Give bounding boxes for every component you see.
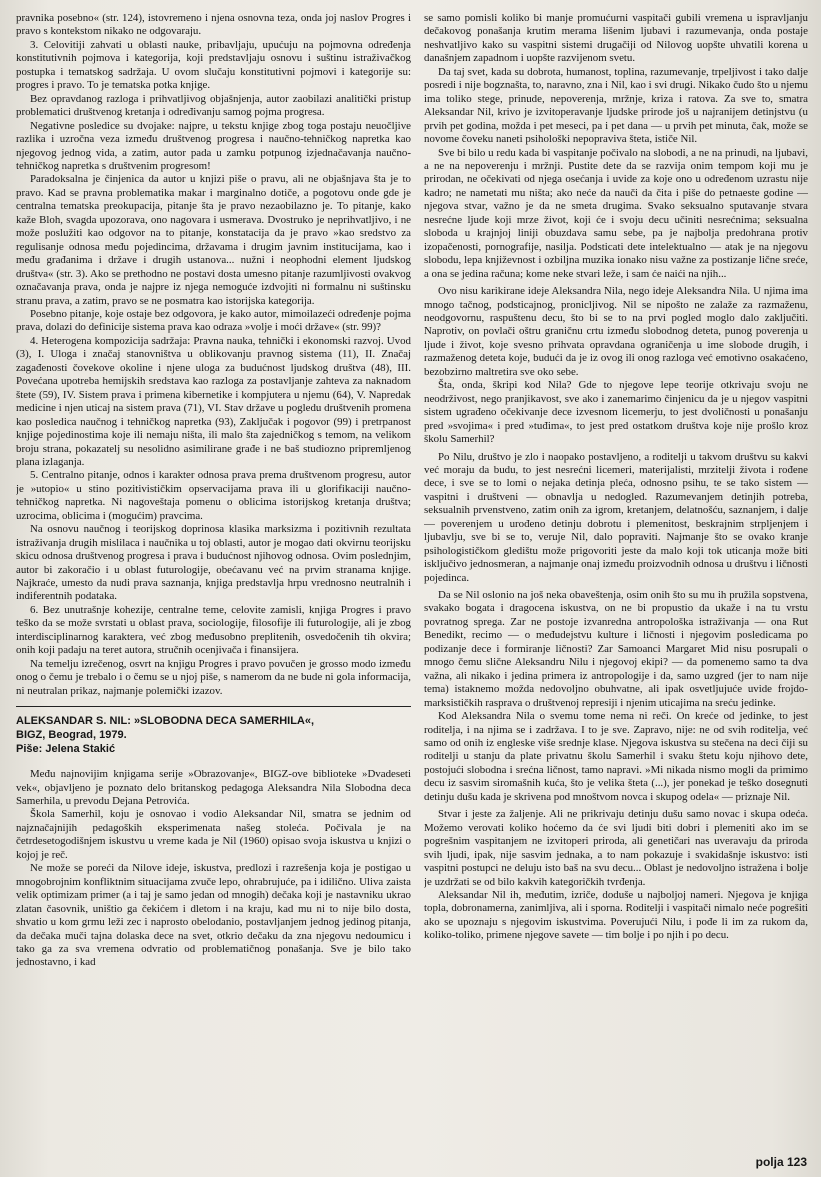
paragraph: Među najnovijim knjigama serije »Obrazovanje«, BIGZ-ove biblioteke »Dvadeseti vek«, objavljeno je poznato delo britanskog pedagoga Aleksandra Nila Slobodna deca Samerhila, u prevodu Dejana Petrovića. <box>16 768 411 808</box>
previous-review-continuation <box>16 12 411 698</box>
paragraph: Na osnovu naučnog i teorijskog doprinosa klasika marksizma i pozitivnih rezultata istraživanja drugih mislilaca i naučnika u toj oblasti, autor je mogao dati okvirnu teorijsku skicu odnosa društvenog progresa i prava i budućnost njihovog odnosa. Ovim poslednjim, autor bi zakoračio i u oblast futurologije, obećavanu već na prvim stranama knjige. Najkraće, umesto da nudi prava saznanja, knjiga predstavlja hrpu vrednosno neutralnih i indiferentnih podataka. <box>16 523 411 603</box>
paragraph: 4. Heterogena kompozicija sadržaja: Pravna nauka, tehnički i ekonomski razvoj. Uvod (3), I. Uloga i značaj stanovništva u oblikovanju pravnog sistema (11), II. Značaj zagađenosti čovekove okoline i njene uloga za budućnost ljudskog društva (48), III. Povećana upotreba hemijskih sredstava kao razloga za postavljanje zahteva za naknadom štete (59), IV. Sistem prava i primena kibernetike i kompjutera u njemu (64), V. Napredak medicine i njen uticaj na sistem prava (71), VI. Stav države u pogledu društvenih promena kao posledica naučnog i tehničkog napretka (93), Zaključak i pogovor (99) i pretrpanost knjige pojedinostima koje ili nemaju ništa, ili malo šta zajedničkog s temom, na velikom broju strana, pokazatelj su nesolidno asimilirane građe i ne baš studiozno pripremljenog plana izlaganja. <box>16 334 411 468</box>
paragraph: Da taj svet, kada su dobrota, humanost, toplina, razumevanje, trpeljivost i tako dalje posredi i nije bogznašta, to, naravno, zna i Nil, kao i svi drugi. Nikako čudo što u njemu ima toliko stege, prinude, nepoverenja, mržnje, kriza i ratova. Za sve to, smatra Aleksandar Nil, krivo je izvitoperavanje ljudske prirode još u najranijem detinjstvu (u prvih pet godina, možda i pet meseci, pa i pet dana — u prvih pet minuta, čak, može se novome čoveku naneti psihološki nepopraviva šteta, ističe Nil. <box>424 65 808 146</box>
left-column <box>16 12 411 1149</box>
review-author: Piše: Jelena Stakić <box>16 743 116 756</box>
review-header <box>16 714 411 756</box>
paragraph: pravnika posebno« (str. 124), istovremeno i njena osnovna teza, onda joj naslov Progres i pravo s kontekstom nikako ne odgovaraju. <box>16 12 411 38</box>
review-title: ALEKSANDAR S. NIL: »SLOBODNA DECA SAMERHILA«, <box>16 715 315 728</box>
paragraph: Na temelju izrečenog, osvrt na knjigu Progres i pravo povučen je grosso modo između onog o čemu je trebalo i o čemu se u njoj piše, s namerom da ne bude ni gola informacija, ni neutralan prikaz, najmanje polemički izazov. <box>16 657 411 697</box>
paragraph: 6. Bez unutrašnje kohezije, centralne teme, celovite zamisli, knjiga Progres i pravo teško da se može svrstati u oblast prava, sociologije, filosofije ili futurologije, ali je zbog interdisciplinarnog karaktera, već zbog međusobno preplitenih, osvedočenih tih okvira; onih koji padaju na teret autora, stručnih ocenjivača i finansijera. <box>16 603 411 657</box>
paragraph: Kod Aleksandra Nila o svemu tome nema ni reči. On kreće od jedinke, to jest roditelja, i na njima se i zadržava. I to je sve. Zapravo, nije: ne od svih roditelja, već samo od onih iz engleske više srednje klase. Njegova iskustva su stečena na deci čiji su roditelji u stanju da plate privatnu školu Samerhil i svaku štetu koju njihovo dete, postojući slobodna i srećna ličnost, tamo napravi. »Mi nikada nismo mogli da primimo decu iz sasvim siromašnih kuća, što je velika šteta (...), jer ponekad je teško dosegnuti detinju dušu kada je skrivena pod mnoštvom novca i skupog odela« — priznaje Nil. <box>424 710 808 803</box>
paragraph: Sve bi bilo u redu kada bi vaspitanje počivalo na slobodi, a ne na prinudi, na ljubavi, a ne na nepoverenju i mržnji. Pustite dete da se razvija onim tempom koji mu je prirodan, ne očekivati od njega osećanja i uvide za koje ono u određenom uzrastu nije kadro; ne nametati mu ništa; ako neće da nauči da čita i piše do petnaeste godine — njegova stvar, važno je da ne smeta drugima. Svako seksualno sputavanje stvara nesrećne ljude koji mrze život, koji će i svoju decu učiniti nesrećnima; seksualna sloboda u krajnjoj liniji obuzdava samu sebe, pa je najbolja predohrana protiv izopačenosti, pornografije, nasilja. Podsticati dete intelektualno — atak je na njegovu slobodu, lepa književnost i ozbiljna muzika ionako nisu važne za postizanje lične sreće, a ona se jedina računa; kome neke stvari leže, i sam će naići na njih... <box>424 146 808 280</box>
paragraph: se samo pomisli koliko bi manje promućurni vaspitači gubili vremena u ispravljanju dečakovog ponašanja krutim merama lišenim ljubavi i razumevanja, onda postaje neshvatljivo kako su vaspitni sistemi drugačiji od Nilovog uopšte uhvatili korena u današnjem zapadnom i uopšte razvijenom svetu. <box>424 12 808 65</box>
paragraph: Škola Samerhil, koju je osnovao i vodio Aleksandar Nil, smatra se jednim od najznačajnijih pedagoških eksperimenata našeg stoleća. Počivala je na četrdesetogodišnjem iskustvu u vreme kada je Nil (1960) opisao svoja iskustva u knjizi o kojoj je reč. <box>16 808 411 861</box>
paragraph: Bez opravdanog razloga i prihvatljivog objašnjenja, autor zaobilazi analitički pristup problematici društvenog kretanja i određivanju samog pojma progresa. <box>16 92 411 119</box>
paragraph: Da se Nil oslonio na još neka obaveštenja, osim onih što su mu ih pružila sopstvena, svakako bogata i dragocena iskustva, on ne bi propustio da ukaže i na tu vrstu povratnog sprega. Zar ne postoje izvanredna antropološka istraživanja — ona Rut Benedikt, recimo — o međudejstvu kulture i ličnosti i njegovim posledicama po podizanje dece i formiranje ličnosti? Zar Samoanci Margaret Mid nisu posrupali o mnogo čemu slične Aleksandru Nilu i njegovoj ekipi? — da pomenemo samo ta dva važna, ali nikako i jedina primera iz antropologije i da, samo uzgred (jer to nam nije tema) istaknemo možda nedovoljno obuhvatne, ali ipak osvetljujuće uvide frojdo-marksističkih rasprava o društvenoj represiji i njenim uticajima na sreću jedinke. <box>424 589 808 709</box>
paragraph: Paradoksalna je činjenica da autor u knjizi piše o pravu, ali ne objašnjava šta je to pravo. Kad se pravna problematika makar i marginalno dotiče, a pogotovu onde gde je centralna tematska preokupacija, pitanje šta je pravo nezaobilazno je. To pitanje, kako kaže Bloh, svagda upozorava, ono nagovara i usmerava. Dvostruko je neprihvatljivo, i ne može poslužiti kao odgovor na to pitanje, konstatacija da je pravo »kao sredstvo za regulisanje odnosa među pojedincima, državama i drugim javnim institucijama, kao i među građanima i države i drugih ustanova... nužni i neophodni element ljudskog društva« (str. 3). Ako se prethodno ne postavi dosta umesno pitanje razumljivosti ovakvog označavanja prava, onda je najpre iz njega nemoguće izdvojiti ni formalnu ni suštinsku stranu prava, a zatim, pravo se ne posmatra kao istorijska kategorija. <box>16 173 411 307</box>
paragraph: 3. Celovitiji zahvati u oblasti nauke, pribavljaju, upućuju na pojmovna određenja konstitutivnih pojmova i kategorija, koji predstavljaju osnovu i suštinu istraživačkog postupka i tematskog sadržaja. U ovom slučaju konstitutivni pojmovi i kategorije su: progres i pravo. To je tematska potka knjige. <box>16 38 411 92</box>
paragraph: Šta, onda, škripi kod Nila? Gde to njegove lepe teorije otkrivaju svoju ne neodrživost, nego pranjikavost, sve ako i zanemarimo činjenicu da je u njegov vaspitni sistem ugrađeno očekivanje dece izvesnom licemerju, to jest dvoličnosti u ponašanju pred »svojima« i pred »tuđima«, to jest pred ostatkom društva koje nije prošlo kroz školu Samerhil? <box>424 379 808 446</box>
paragraph: Aleksandar Nil ih, međutim, izriče, doduše u najboljoj nameri. Njegova je knjiga topla, dobronamerna, zanimljiva, ali i sporna. Roditelji i vaspitači nimalo neće pogrešiti ako se upoznaju s njegovim iskustvima. Poverujući Nilu, i pođe li im za rukom da, koliko-toliko, primene njegove savete — tim bolje i po njih i po decu. <box>424 889 808 942</box>
review-publisher: BIGZ, Beograd, 1979. <box>16 729 127 742</box>
paragraph: Stvar i jeste za žaljenje. Ali ne prikrivaju detinju dušu samo novac i skupa odeća. Možemo verovati koliko hoćemo da će svi ljudi biti dobri i plemeniti ako im se pogrešnim vaspitanjem ne izvitoperi priroda, ali genetičari nas uveravaju da priroda svih ljudi, ipak, nije sasvim jednaka, a to nam pokazuje i svakidašnje iskustvo: isti vaspitni postupci ne deluju isto baš na svu decu... Oblast je nedovoljno istražena i bolje je uzdržati se od bilo kakvih kategoričkih tvrđenja. <box>424 808 808 888</box>
page-number: polja 123 <box>755 1155 807 1169</box>
paragraph: Ne može se poreći da Nilove ideje, iskustva, predlozi i razrešenja koja je postigao u mnogobrojnim konfliktnim situacijama zvuče lepo, ohrabrujuće, pa i idilično. Uliva zaista velik optimizam primer (a i taj je samo jedan od mnogih) dečaka koji je nastavniku ukrao zlatan časovnik, uništio ga čekićem i dletom i na kraju, kad mu ni to nije bilo dosta, shvatio u kom grmu leži zec i naprosto obelodanio, postavljanjem jednog jedinog pitanja, da dečaka muči tajna dolaska dece na svet, otkrio dečaku da zna njegovu nedoumicu i tako ga za sva vremena odvratio od problematičnog ponašanja. Sve je bilo tako jednostavno, i kad <box>16 862 411 969</box>
paragraph: Posebno pitanje, koje ostaje bez odgovora, je kako autor, mimoilazeći određenje pojma prava, dolazi do definicije sistema prava kao odraza »volje i moći države« (str. 99)? <box>16 307 411 334</box>
paragraph: Ovo nisu karikirane ideje Aleksandra Nila, nego ideje Aleksandra Nila. U njima ima mnogo tačnog, podsticajnog, pronicljivog. Nil se nipošto ne zalaže za razmaženu, neodgovornu, raspuštenu decu, što bi se to na prvi pogled moglo dalo zaključiti. Naprotiv, on povlači oštru graničnu crtu između slobodnog deteta, punog poverenja u ljude i život, koje svesno prihvata opravdana ograničenja u ime slobode drugih, i razmaženog deteta koje, budući da je iz ovog ili onog razloga već emotivno osakaćeno, bezobzirno maltretira sve oko sebe. <box>424 285 808 378</box>
review-body-start <box>16 768 411 970</box>
paragraph: Po Nilu, društvo je zlo i naopako postavljeno, a roditelji u takvom društvu su kakvi već moraju da budu, to jest nesrećni licemeri, materijalisti, mrzitelji života i rođene dece, i sve se to lomi o nejaka detinja pleća, odnosno psihu, te se tako sistem — vaspitni i društveni — obnavlja u nedogled. Razumevanjem detinjih potreba, seksualnih prvenstveno, zatim onih za igrom, kretanjem, delatnošću, saznanjem, i dalje — poverenjem u urođeno detinju dobrotu i plemenitost, beskrajnim strpljenjem i ljubavlju, sve bi se to, veruje Nil, dalo popraviti. Najmanje što se ovako kranje psihologističkom gledištu može prigovoriti jeste da malo koji tok uticanja može biti isključivo jednosmeran, a najmanje onaj između proizvodnih odnosa u društvu i ličnosti pojedinca. <box>424 450 808 584</box>
paragraph: 5. Centralno pitanje, odnos i karakter odnosa prava prema društvenom progresu, autor je »utopio« u stino pozitivističkim opservacijama prava ili u glorifikaciji naučno-tehničkog napretka. Ni nagoveštaja pomenu o oblicima istorijskog kretanja društva; uzrocima, oblicima i (mogućim) pravcima. <box>16 469 411 522</box>
right-column <box>424 12 808 1149</box>
paragraph: Negativne posledice su dvojake: najpre, u tekstu knjige zbog toga postaju neuočljive razlika i uzročna veza između društvenog progresa i naučno-tehničkog napretka kao njegovog jednog vida, a zatim, autor pada u zamku potpunog izjednačavanja naučno-tehničkog napretka s društvenim progresom! <box>16 119 411 172</box>
section-divider <box>16 706 411 707</box>
